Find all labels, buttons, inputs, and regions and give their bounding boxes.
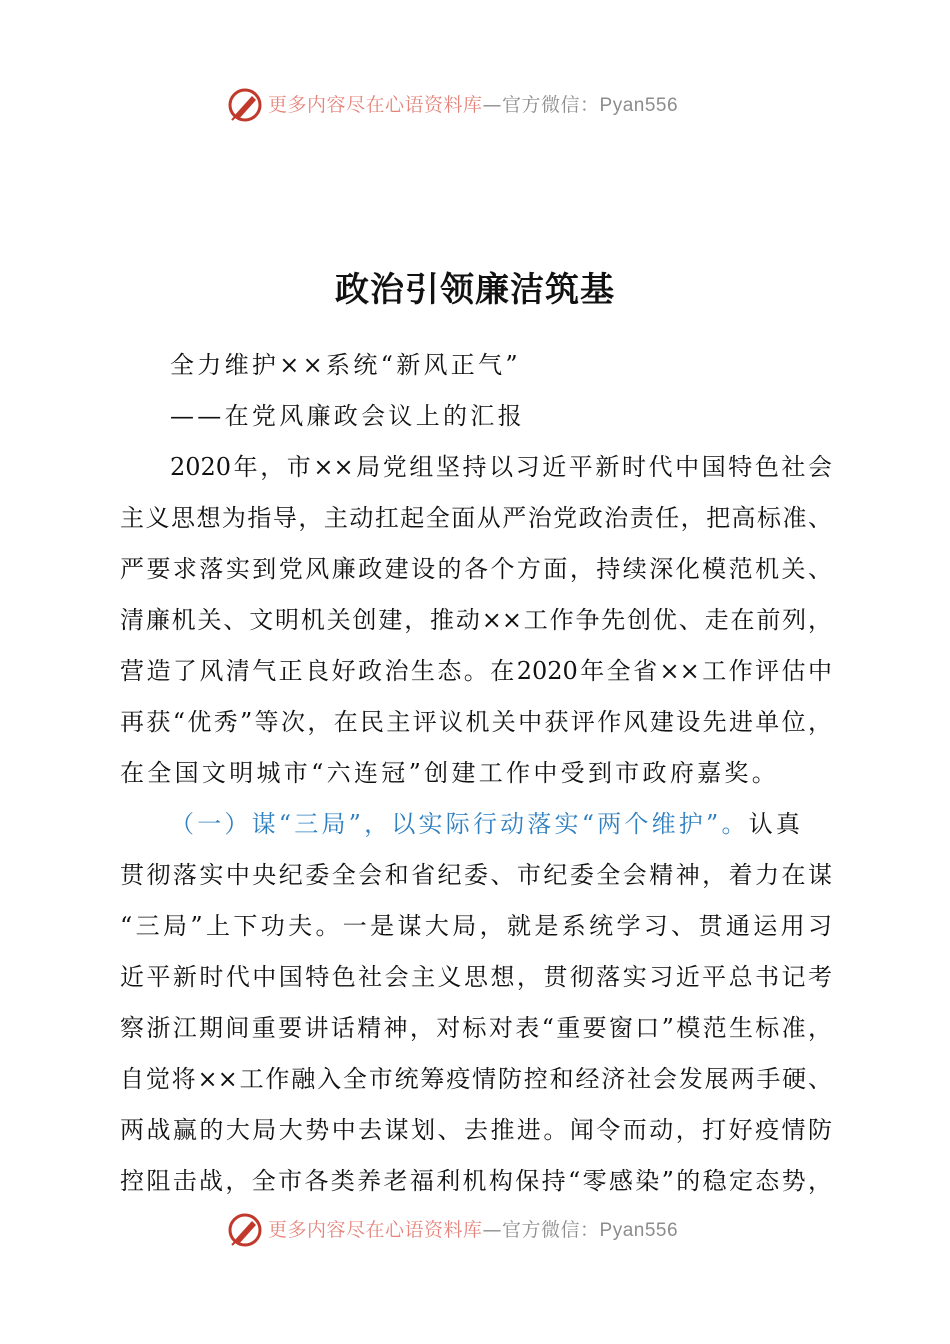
watermark-wechat-label: —官方微信： (482, 1219, 600, 1241)
paragraph-2-line: 近平新时代中国特色社会主义思想，贯彻落实习近平总书记考 (120, 963, 832, 991)
paragraph-1-line: 清廉机关、文明机关创建，推动××工作争先创优、走在前列， (120, 606, 832, 634)
paragraph-1-line: 主义思想为指导，主动扛起全面从严治党政治责任，把高标准、 (120, 504, 832, 532)
watermark-library: 更多内容尽在心语资料库 (268, 1219, 483, 1241)
paragraph-1-line: 在全国文明城市“六连冠”创建工作中受到市政府嘉奖。 (120, 759, 780, 787)
paragraph-2-start: 认真 (748, 810, 804, 838)
watermark-wechat-id: Pyan556 (599, 1220, 679, 1241)
paragraph-2-line: 自觉将××工作融入全市统筹疫情防控和经济社会发展两手硬、 (120, 1065, 832, 1093)
section-heading: （一）谋“三局”，以实际行动落实“两个维护”。 (170, 810, 749, 838)
watermark-library: 更多内容尽在心语资料库 (268, 94, 483, 116)
watermark-wechat-id: Pyan556 (599, 95, 679, 116)
header-watermark (0, 80, 950, 130)
watermark-wechat-label: —官方微信： (482, 94, 600, 116)
pen-logo-icon (226, 86, 264, 124)
section-heading-line (120, 799, 832, 850)
paragraph-1-line: 营造了风清气正良好政治生态。在2020年全省××工作评估中 (120, 657, 832, 685)
subtitle-line-1: 全力维护××系统“新风正气” (170, 351, 521, 379)
subtitle-line-2: ——在党风廉政会议上的汇报 (170, 402, 525, 430)
paragraph-2-line: “三局”上下功夫。一是谋大局，就是系统学习、贯通运用习 (120, 912, 832, 940)
watermark-text (268, 90, 678, 117)
footer-watermark (0, 1205, 950, 1255)
paragraph-2-line: 察浙江期间重要讲话精神，对标对表“重要窗口”模范生标准， (120, 1014, 832, 1042)
paragraph-2-line: 贯彻落实中央纪委全会和省纪委、市纪委全会精神，着力在谋 (120, 861, 832, 889)
document-body (120, 340, 832, 1207)
pen-logo-icon (226, 1211, 264, 1249)
document-title: 政治引领廉洁筑基 (335, 270, 615, 310)
paragraph-1-line: 严要求落实到党风廉政建设的各个方面，持续深化模范机关、 (120, 555, 832, 583)
paragraph-1-line: 2020年，市××局党组坚持以习近平新时代中国特色社会 (170, 453, 832, 481)
watermark-text (268, 1215, 678, 1242)
paragraph-2-line: 两战赢的大局大势中去谋划、去推进。闻令而动，打好疫情防 (120, 1116, 832, 1144)
paragraph-1-line: 再获“优秀”等次，在民主评议机关中获评作风建设先进单位， (120, 708, 832, 736)
paragraph-2-line: 控阻击战，全市各类养老福利机构保持“零感染”的稳定态势， (120, 1167, 832, 1195)
